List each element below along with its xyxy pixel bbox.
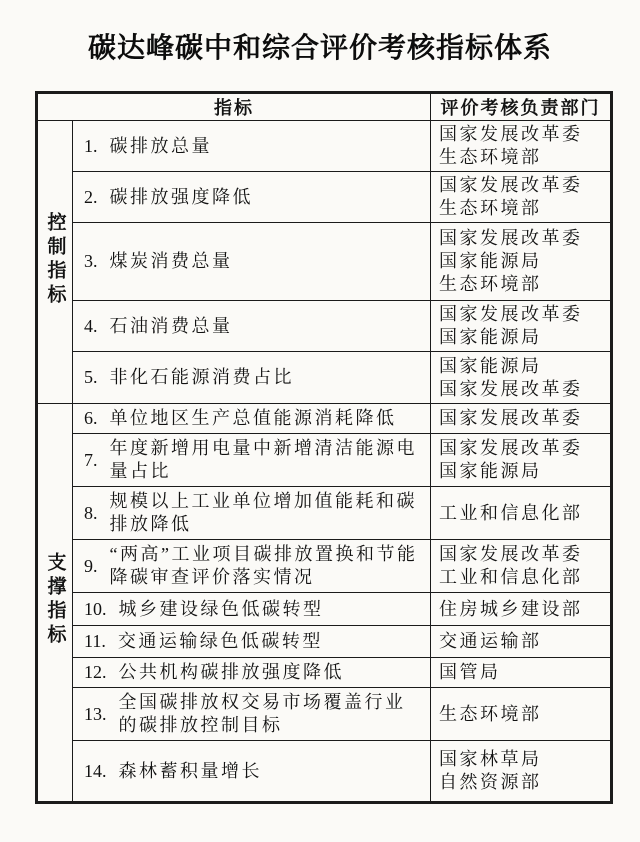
indicator-cell — [73, 593, 431, 626]
row-number: 13. — [84, 703, 107, 724]
table-row — [37, 540, 612, 593]
row-number: 11. — [84, 631, 106, 651]
department-line: 国家发展改革委 — [439, 544, 583, 564]
row-number: 10. — [84, 598, 107, 619]
department-line: 国家能源局 — [439, 327, 542, 347]
indicator-cell — [73, 434, 431, 487]
department-line: 生态环境部 — [439, 274, 542, 294]
department-line: 交通运输部 — [439, 631, 542, 651]
row-number: 14. — [84, 760, 107, 781]
indicator-cell — [73, 172, 431, 223]
indicator-cell — [73, 487, 431, 540]
indicator-text: 年度新增用电量中新增清洁能源电量占比 — [109, 438, 417, 481]
department-line: 自然资源部 — [439, 772, 542, 792]
department-cell — [431, 658, 612, 688]
department-line: 生态环境部 — [439, 703, 542, 724]
department-cell — [431, 741, 612, 803]
department-cell — [431, 434, 612, 487]
table-row — [37, 626, 612, 658]
department-line: 国家林草局 — [439, 749, 542, 769]
department-line: 国家发展改革委 — [439, 408, 583, 428]
group-label-control: 控制指标 — [44, 211, 66, 308]
table-row — [37, 593, 612, 626]
department-cell — [431, 593, 612, 626]
indicator-cell — [73, 121, 431, 172]
table-row — [37, 434, 612, 487]
department-cell — [431, 404, 612, 434]
indicator-cell — [73, 540, 431, 593]
department-line: 国家发展改革委 — [439, 378, 583, 399]
department-cell — [431, 626, 612, 658]
department-line: 生态环境部 — [439, 198, 542, 218]
group-label-support: 支撑指标 — [44, 552, 66, 648]
indicator-text: 碳排放强度降低 — [109, 186, 253, 207]
department-cell — [431, 540, 612, 593]
indicator-cell — [73, 688, 431, 741]
indicator-cell — [73, 658, 431, 688]
department-line: 国家能源局 — [439, 355, 542, 376]
indicator-text: 森林蓄积量增长 — [118, 760, 262, 781]
department-cell — [431, 121, 612, 172]
table-row — [37, 352, 612, 404]
row-number: 4. — [84, 315, 98, 336]
indicator-text: 交通运输绿色低碳转型 — [117, 631, 323, 651]
table-row — [37, 688, 612, 741]
department-line: 国家发展改革委 — [439, 124, 583, 144]
department-line: 国家发展改革委 — [439, 175, 583, 195]
indicator-text: “两高”工业项目碳排放置换和节能降碳审查评价落实情况 — [109, 544, 418, 587]
department-cell — [431, 688, 612, 741]
indicator-text: 非化石能源消费占比 — [109, 367, 294, 387]
department-line: 国管局 — [439, 662, 501, 682]
page-title: 碳达峰碳中和综合评价考核指标体系 — [87, 32, 552, 63]
indicator-cell — [73, 404, 431, 434]
indicator-table — [35, 91, 613, 804]
indicator-text: 煤炭消费总量 — [109, 251, 233, 271]
department-line: 国家发展改革委 — [439, 228, 583, 248]
table-row — [37, 487, 612, 540]
table-row — [37, 301, 612, 352]
department-line: 住房城乡建设部 — [439, 598, 583, 619]
department-cell — [431, 487, 612, 540]
department-line: 生态环境部 — [439, 147, 542, 167]
table-header-row — [37, 93, 612, 121]
department-cell — [431, 352, 612, 404]
indicator-cell — [73, 741, 431, 803]
table-row — [37, 223, 612, 301]
row-number: 6. — [84, 408, 98, 428]
row-number: 2. — [84, 186, 98, 207]
row-number: 1. — [84, 135, 98, 156]
indicator-cell — [73, 301, 431, 352]
document-page — [0, 26, 640, 804]
column-header-indicator: 指标 — [37, 93, 431, 121]
department-cell — [431, 301, 612, 352]
table-row — [37, 121, 612, 172]
indicator-text: 城乡建设绿色低碳转型 — [118, 598, 324, 619]
indicator-cell — [73, 352, 431, 404]
group-cell-control — [37, 121, 73, 404]
department-cell — [431, 172, 612, 223]
row-number: 9. — [84, 555, 98, 576]
indicator-text: 石油消费总量 — [109, 315, 233, 336]
indicator-cell — [73, 223, 431, 301]
department-line: 工业和信息化部 — [439, 567, 583, 587]
indicator-text: 规模以上工业单位增加值能耗和碳排放降低 — [109, 491, 417, 534]
row-number: 12. — [84, 662, 107, 682]
department-line: 国家发展改革委 — [439, 438, 583, 458]
department-cell — [431, 223, 612, 301]
table-row — [37, 404, 612, 434]
row-number: 7. — [84, 449, 98, 470]
department-line: 国家能源局 — [439, 251, 542, 271]
indicator-cell — [73, 626, 431, 658]
column-header-department: 评价考核负责部门 — [431, 93, 612, 121]
table-row — [37, 658, 612, 688]
indicator-text: 全国碳排放权交易市场覆盖行业的碳排放控制目标 — [118, 692, 406, 735]
department-line: 国家能源局 — [439, 461, 542, 481]
department-line: 工业和信息化部 — [439, 502, 583, 523]
indicator-text: 单位地区生产总值能源消耗降低 — [109, 408, 397, 428]
table-row — [37, 172, 612, 223]
group-cell-support — [37, 404, 73, 803]
indicator-text: 公共机构碳排放强度降低 — [118, 662, 344, 682]
row-number: 8. — [84, 502, 98, 523]
department-line: 国家发展改革委 — [439, 304, 583, 324]
indicator-text: 碳排放总量 — [109, 135, 212, 156]
row-number: 3. — [84, 251, 98, 271]
table-row — [37, 741, 612, 803]
row-number: 5. — [84, 367, 98, 387]
